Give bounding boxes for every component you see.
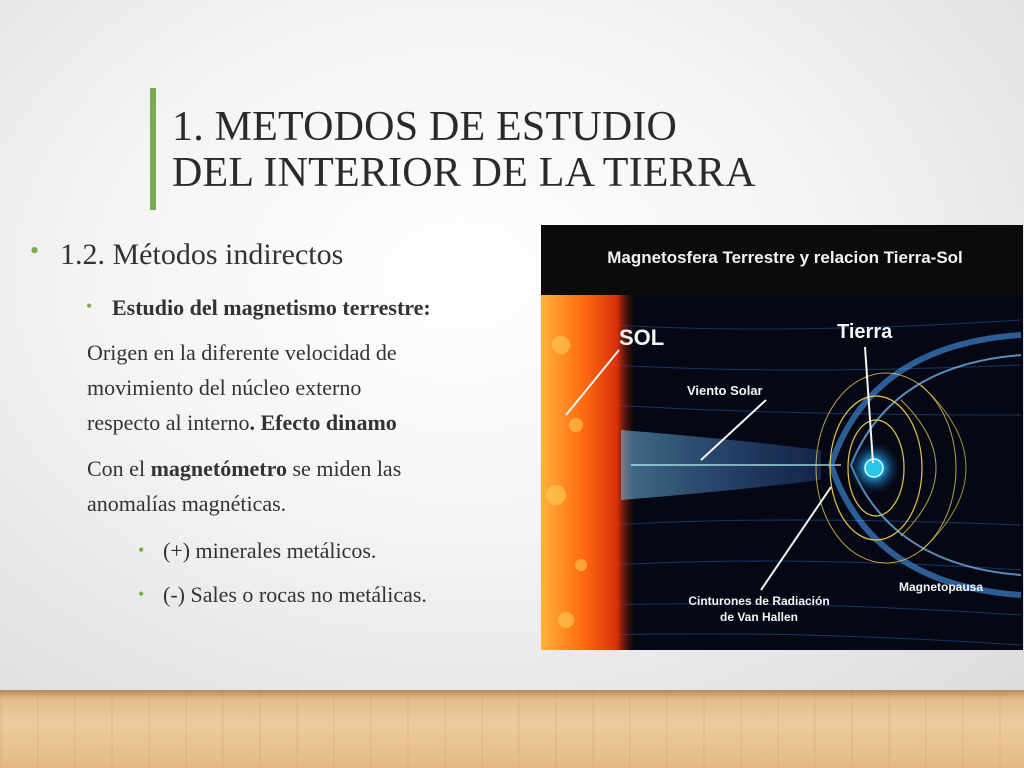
efecto-dinamo-bold: . Efecto dinamo — [249, 410, 397, 435]
label-viento-solar: Viento Solar — [687, 383, 763, 398]
bullet-level2: Estudio del magnetismo terrestre: — [112, 295, 431, 320]
label-sol: SOL — [619, 325, 665, 350]
paragraph2-line1 — [87, 456, 401, 482]
label-cinturones-2: de Van Hallen — [719, 610, 799, 624]
bullet-dot: • — [86, 296, 93, 316]
paragraph1-line2: movimiento del núcleo externo — [87, 375, 362, 400]
label-magnetopausa: Magnetopausa — [899, 580, 984, 594]
paragraph2-line2: anomalías magnéticas. — [87, 491, 287, 516]
paragraph2-post: se miden las — [287, 456, 402, 481]
bullet-level1: 1.2. Métodos indirectos — [60, 238, 344, 271]
label-cinturones-1: Cinturones de Radiación — [688, 594, 830, 608]
wood-floor-background — [0, 690, 1024, 768]
bullet-dot: • — [138, 540, 145, 560]
sub-bullet-2: (-) Sales o rocas no metálicas. — [163, 582, 427, 607]
title-accent-bar — [150, 88, 156, 210]
paragraph1-line3-text: respecto al interno — [87, 410, 250, 435]
slide-title-line-2: DEL INTERIOR DE LA TIERRA — [172, 150, 756, 196]
paragraph1-line3 — [87, 410, 397, 436]
sub-bullet-1: (+) minerales metálicos. — [163, 538, 377, 563]
magnetosphere-figure — [541, 225, 1023, 650]
bullet-dot: • — [138, 584, 145, 604]
slide-title — [172, 104, 756, 196]
slide-title-line-1: 1. METODOS DE ESTUDIO — [172, 104, 678, 150]
paragraph2-pre: Con el — [87, 456, 151, 481]
paragraph1-line1: Origen en la diferente velocidad de — [87, 340, 397, 365]
figure-header: Magnetosfera Terrestre y relacion Tierra-Sol — [607, 248, 963, 267]
magnetometro-bold: magnetómetro — [150, 456, 287, 481]
label-tierra: Tierra — [837, 321, 893, 343]
bullet-dot: • — [30, 236, 40, 265]
